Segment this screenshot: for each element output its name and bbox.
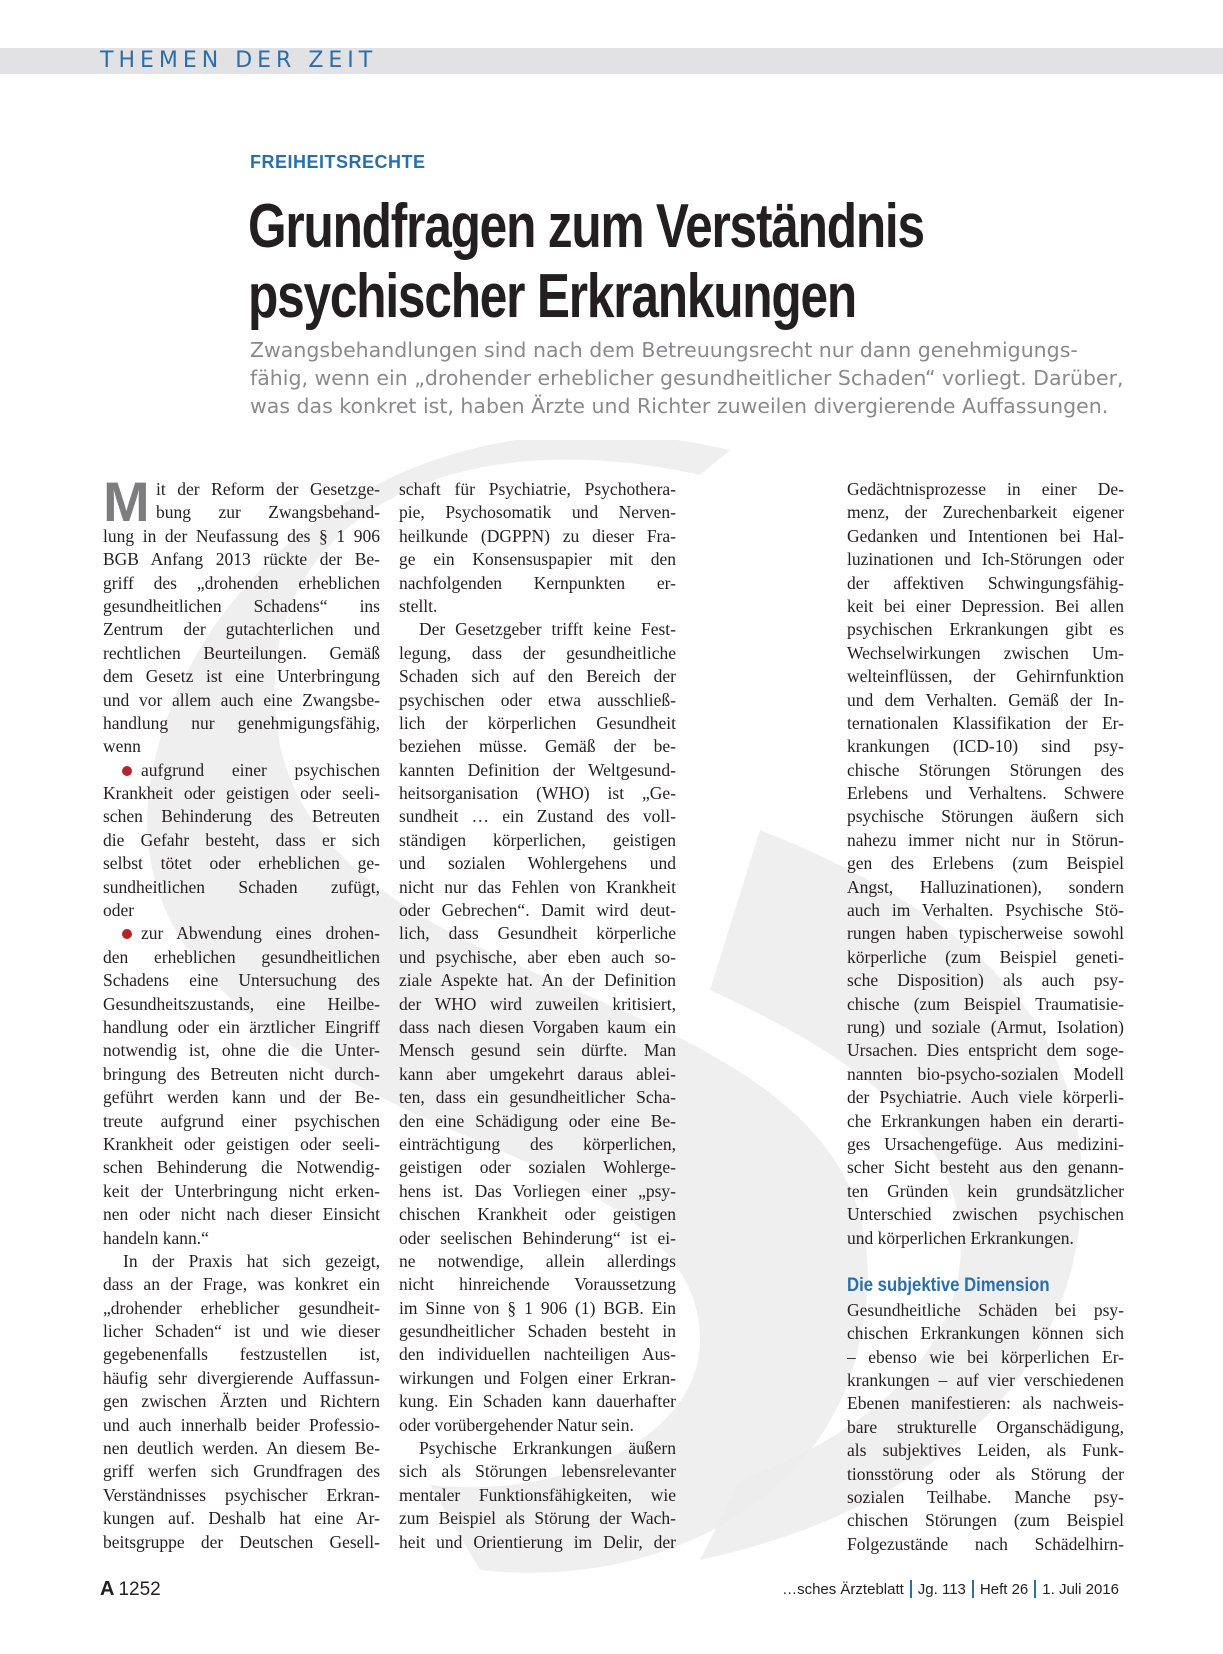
text-line: aufgrund einer psychischen bbox=[141, 759, 380, 780]
text-line: den erheblichen gesundheitlichen bbox=[103, 946, 380, 967]
text-line: oder Gebrechen“. Damit wird deut- bbox=[399, 900, 676, 921]
text-line: ne notwendige, allein allerdings bbox=[399, 1250, 676, 1271]
text-line: Gedächtnisprozesse in einer De- bbox=[847, 479, 1124, 499]
text-line: nen oder nicht nach dieser Einsicht bbox=[103, 1204, 380, 1225]
standfirst-line: was das konkret ist, haben Ärzte und Richter zuweilen divergierende Auffassungen. bbox=[250, 394, 1109, 418]
paragraph bbox=[847, 1299, 1124, 1556]
text-line: chische Störungen Störungen des bbox=[847, 759, 1124, 780]
text-line: Angst, Halluzinationen), sondern bbox=[847, 876, 1124, 897]
text-line: und dem Verhalten. Gemäß der In- bbox=[847, 689, 1124, 710]
text-line: nicht nur das Fehlen von Krankheit bbox=[399, 876, 676, 897]
article-standfirst bbox=[250, 336, 1150, 420]
text-line: rechtlichen Beurteilungen. Gemäß bbox=[103, 642, 380, 663]
text-line: Der Gesetzgeber trifft keine Fest- bbox=[419, 619, 676, 640]
text-line: gen zwischen Ärzten und Richtern bbox=[103, 1391, 380, 1412]
bullet-item bbox=[103, 922, 380, 945]
page-number-value: 1252 bbox=[118, 1579, 161, 1600]
text-line: geführt werden kann und der Be- bbox=[103, 1087, 380, 1108]
text-line: In der Praxis hat sich gezeigt, bbox=[123, 1250, 380, 1271]
text-line: den individuellen nachteiligen Aus- bbox=[399, 1344, 676, 1365]
text-line: Krankheit oder geistigen oder seeli- bbox=[103, 783, 380, 804]
text-line: scher Sicht besteht aus den genann- bbox=[847, 1157, 1124, 1178]
journal-footer bbox=[782, 1580, 1119, 1598]
bullet-item-continuation bbox=[103, 782, 380, 922]
text-line: kung. Ein Schaden kann dauerhafter bbox=[399, 1391, 676, 1412]
text-line: zum Beispiel als Störung der Wach- bbox=[399, 1508, 676, 1529]
headline-line: Grundfragen zum Verständnis bbox=[248, 192, 924, 261]
section-label: THEMEN DER ZEIT bbox=[100, 48, 378, 73]
bullet-item bbox=[103, 759, 380, 782]
text-line: wirkungen und Folgen einer Erkran- bbox=[399, 1367, 676, 1388]
article-kicker: FREIHEITSRECHTE bbox=[250, 152, 426, 172]
text-line: Gedanken und Intentionen bei Hal- bbox=[847, 525, 1124, 546]
text-line: psychische Störungen äußern sich bbox=[847, 806, 1124, 827]
text-line: Mensch gesund sein dürfte. Man bbox=[399, 1040, 676, 1061]
text-line: und körperlichen Erkrankungen. bbox=[847, 1227, 1074, 1248]
text-line: oder seelischen Behinderung“ ist ei- bbox=[399, 1227, 676, 1248]
text-line: psychischen oder etwa ausschließ- bbox=[399, 689, 676, 710]
journal-volume: Jg. 113 bbox=[917, 1581, 966, 1598]
text-line: der Psychiatrie. Auch viele körperli- bbox=[847, 1087, 1124, 1108]
text-line: chischen Erkrankungen können sich bbox=[847, 1323, 1124, 1344]
text-line: Gesundheitszustands, eine Heilbe- bbox=[103, 993, 380, 1014]
text-line: heit und Orientierung im Delir, der bbox=[399, 1531, 676, 1552]
text-line: Zentrum der gutachterlichen und bbox=[103, 619, 380, 640]
text-line: Krankheit oder geistigen oder seeli- bbox=[103, 1133, 380, 1154]
journal-issue: Heft 26 bbox=[979, 1581, 1029, 1598]
text-line: auch im Verhalten. Psychische Stö- bbox=[847, 900, 1124, 921]
text-line: kungen auf. Deshalb hat eine Ar- bbox=[103, 1508, 380, 1529]
text-line: Verständnisses psychischer Erkran- bbox=[103, 1484, 380, 1505]
text-line: Folgezustände nach Schädelhirn- bbox=[847, 1533, 1124, 1554]
text-line: sundheitlichen Schaden zufügt, bbox=[103, 876, 380, 897]
text-line: selbst tötet oder erheblichen ge- bbox=[103, 853, 380, 874]
text-line: heitsorganisation (WHO) ist „Ge- bbox=[399, 783, 676, 804]
text-line: und auch innerhalb beider Professio- bbox=[103, 1414, 380, 1435]
text-line: körperliche (zum Beispiel geneti- bbox=[847, 946, 1124, 967]
text-line: kann aber umgekehrt daraus ablei- bbox=[399, 1063, 676, 1084]
text-line: notwendig ist, ohne die die Unter- bbox=[103, 1040, 380, 1061]
text-line: rung) und soziale (Armut, Isolation) bbox=[847, 1016, 1124, 1037]
text-line: sche Disposition) als auch psy- bbox=[847, 970, 1124, 991]
headline-line: psychischer Erkrankungen bbox=[248, 262, 856, 331]
text-line: beziehen müsse. Gemäß der be- bbox=[399, 736, 676, 757]
text-line: geistigen oder sozialen Wohlerge- bbox=[399, 1157, 676, 1178]
text-line: pie, Psychosomatik und Nerven- bbox=[399, 502, 676, 523]
text-line: handlung nur genehmigungsfähig, bbox=[103, 712, 380, 733]
page-number bbox=[100, 1578, 161, 1601]
bullet-item-continuation bbox=[103, 946, 380, 1250]
text-line: schen Behinderung des Betreuten bbox=[103, 806, 380, 827]
text-line: schen Behinderung die Notwendig- bbox=[103, 1157, 380, 1178]
journal-name: …sches Ärzteblatt bbox=[782, 1581, 904, 1598]
text-line: chische (zum Beispiel Traumatisie- bbox=[847, 993, 1124, 1014]
footer-divider bbox=[972, 1580, 974, 1598]
text-line: oder bbox=[103, 900, 135, 921]
text-line: beitsgruppe der Deutschen Gesell- bbox=[103, 1531, 380, 1552]
text-line: und vor allem auch eine Zwangsbe- bbox=[103, 689, 380, 710]
text-line: Psychische Erkrankungen äußern bbox=[419, 1438, 676, 1459]
text-line: ges Ursachengefüge. Aus medizini- bbox=[847, 1133, 1124, 1154]
text-line: stellt. bbox=[399, 595, 438, 616]
text-line: bung zur Zwangsbehand- bbox=[156, 502, 380, 523]
text-line: handeln kann.“ bbox=[103, 1227, 209, 1248]
paragraph bbox=[103, 525, 380, 759]
text-line: Ebenen manifestieren: als nachweis- bbox=[847, 1393, 1124, 1414]
standfirst-line: Zwangsbehandlungen sind nach dem Betreuungsrecht nur dann genehmigungs- bbox=[250, 338, 1078, 362]
text-line: kannten Definition der Weltgesund- bbox=[399, 759, 676, 780]
article-headline bbox=[248, 192, 924, 332]
text-line: Schadens eine Untersuchung des bbox=[103, 970, 380, 991]
text-line: nannten bio-psycho-sozialen Modell bbox=[847, 1063, 1124, 1084]
text-line: den eine Schädigung oder eine Be- bbox=[399, 1110, 676, 1131]
text-line: griff werfen sich Grundfragen des bbox=[103, 1461, 380, 1482]
text-line: keit bei einer Depression. Bei allen bbox=[847, 595, 1124, 616]
text-line: ständigen körperlichen, geistigen bbox=[399, 829, 676, 850]
text-line: che Erkrankungen haben ein derarti- bbox=[847, 1110, 1124, 1131]
text-line: heilkunde (DGPPN) zu dieser Fra- bbox=[399, 525, 676, 546]
text-line: oder vorübergehender Natur sein. bbox=[399, 1414, 634, 1435]
text-line: bringung des Betreuten nicht durch- bbox=[103, 1063, 380, 1084]
text-line: rungen haben typischerweise sowohl bbox=[847, 923, 1124, 944]
text-line: menz, der Zurechenbarkeit eigener bbox=[847, 502, 1124, 523]
text-line: sich als Störungen lebensrelevanter bbox=[399, 1461, 676, 1482]
text-line: BGB Anfang 2013 rückte der Be- bbox=[103, 549, 380, 570]
text-line: chischen Störungen (zum Beispiel bbox=[847, 1510, 1124, 1531]
text-line: krankungen (ICD-10) sind psy- bbox=[847, 736, 1124, 757]
text-line: sozialen Teilhabe. Manche psy- bbox=[847, 1487, 1124, 1508]
text-line: psychischen Erkrankungen gibt es bbox=[847, 619, 1124, 640]
body-column-1 bbox=[103, 478, 380, 1554]
text-line: der affektiven Schwingungsfähig- bbox=[847, 572, 1124, 593]
text-line: einträchtigung des körperlichen, bbox=[399, 1133, 676, 1154]
paragraph bbox=[399, 618, 676, 1437]
text-line: dem Gesetz ist eine Unterbringung bbox=[103, 666, 380, 687]
text-line: ternationalen Klassifikation der Er- bbox=[847, 712, 1124, 733]
text-line: ge ein Konsensuspapier mit den bbox=[399, 549, 676, 570]
text-line: ten Gründen kein grundsätzlicher bbox=[847, 1180, 1124, 1201]
text-line: wenn bbox=[103, 736, 141, 757]
subheading: Die subjektive Dimension bbox=[847, 1274, 1050, 1296]
text-line: mentaler Funktionsfähigkeiten, wie bbox=[399, 1484, 676, 1505]
standfirst-line: fähig, wenn ein „drohender erheblicher gesundheitlicher Schaden“ vorliegt. Darüber, bbox=[250, 366, 1124, 390]
text-line: lung in der Neufassung des § 1 906 bbox=[103, 525, 380, 546]
text-line: gesundheitlichen Schadens“ ins bbox=[103, 595, 380, 616]
text-line: nahezu immer nicht nur in Störun- bbox=[847, 829, 1124, 850]
dropcap-paragraph-start bbox=[103, 478, 380, 525]
text-line: sundheit … ein Zustand des voll- bbox=[399, 806, 676, 827]
text-line: nachfolgenden Kernpunkten er- bbox=[399, 572, 676, 593]
paragraph bbox=[399, 478, 676, 618]
text-line: gen des Erlebens (zum Beispiel bbox=[847, 853, 1124, 874]
text-line: it der Reform der Gesetzge- bbox=[156, 479, 380, 499]
text-line: als subjektives Leiden, als Funk- bbox=[847, 1440, 1124, 1461]
text-line: im Sinne von § 1 906 (1) BGB. Ein bbox=[399, 1297, 676, 1318]
text-line: zur Abwendung eines drohen- bbox=[141, 923, 380, 944]
text-line: chischen Krankheit oder geistigen bbox=[399, 1204, 676, 1225]
journal-date: 1. Juli 2016 bbox=[1042, 1581, 1119, 1598]
text-line: Unterschied zwischen psychischen bbox=[847, 1204, 1124, 1225]
text-line: lich der körperlichen Gesundheit bbox=[399, 712, 676, 733]
text-line: welteinflüssen, der Gehirnfunktion bbox=[847, 666, 1124, 687]
paragraph bbox=[399, 1437, 676, 1554]
text-line: hens ist. Das Vorliegen einer „psy- bbox=[399, 1180, 676, 1201]
paragraph bbox=[103, 1250, 380, 1554]
text-line: Erlebens und Verhaltens. Schwere bbox=[847, 783, 1124, 804]
footer-divider bbox=[910, 1580, 912, 1598]
text-line: Ursachen. Dies entspricht dem soge- bbox=[847, 1040, 1124, 1061]
body-column-3 bbox=[847, 478, 1124, 1556]
text-line: lich, dass Gesundheit körperliche bbox=[399, 923, 676, 944]
text-line: häufig sehr divergierende Auffassun- bbox=[103, 1367, 380, 1388]
text-line: griff des „drohenden erheblichen bbox=[103, 572, 380, 593]
text-line: gesundheitlicher Schaden besteht in bbox=[399, 1321, 676, 1342]
body-column-2 bbox=[399, 478, 676, 1554]
text-line: schaft für Psychiatrie, Psychothera- bbox=[399, 479, 676, 499]
text-line: „drohender erheblicher gesundheit- bbox=[103, 1297, 380, 1318]
text-line: krankungen – auf vier verschiedenen bbox=[847, 1370, 1124, 1391]
paragraph bbox=[847, 478, 1124, 1250]
text-line: treute aufgrund einer psychischen bbox=[103, 1110, 380, 1131]
text-line: ten, dass ein gesundheitlicher Scha- bbox=[399, 1087, 676, 1108]
text-line: und psychische, aber eben auch so- bbox=[399, 946, 676, 967]
page-letter: A bbox=[100, 1578, 115, 1600]
text-line: nicht hinreichende Voraussetzung bbox=[399, 1274, 676, 1295]
text-line: nen deutlich werden. An diesem Be- bbox=[103, 1438, 380, 1459]
drop-cap: M bbox=[103, 480, 150, 524]
text-line: Wechselwirkungen zwischen Um- bbox=[847, 642, 1124, 663]
text-line: gegebenenfalls festzustellen ist, bbox=[103, 1344, 380, 1365]
text-line: und sozialen Wohlergehens und bbox=[399, 853, 676, 874]
text-line: tionsstörung oder als Störung der bbox=[847, 1463, 1124, 1484]
red-bullet-icon bbox=[122, 766, 132, 776]
text-line: dass nach diesen Vorgaben kaum ein bbox=[399, 1016, 676, 1037]
text-line: handlung oder ein ärztlicher Eingriff bbox=[103, 1016, 380, 1037]
text-line: luzinationen und Ich-Störungen oder bbox=[847, 549, 1124, 570]
text-line: die Gefahr besteht, dass er sich bbox=[103, 829, 380, 850]
text-line: legung, dass der gesundheitliche bbox=[399, 642, 676, 663]
text-line: dass an der Frage, was konkret ein bbox=[103, 1274, 380, 1295]
text-line: – ebenso wie bei körperlichen Er- bbox=[847, 1346, 1124, 1367]
text-line: licher Schaden“ ist und wie dieser bbox=[103, 1321, 380, 1342]
footer-divider bbox=[1034, 1580, 1036, 1598]
text-line: der WHO wird zuweilen kritisiert, bbox=[399, 993, 676, 1014]
text-line: Gesundheitliche Schäden bei psy- bbox=[847, 1299, 1124, 1320]
text-line: ziale Aspekte hat. An der Definition bbox=[399, 970, 676, 991]
text-line: Schaden sich auf den Bereich der bbox=[399, 666, 676, 687]
text-line: keit der Unterbringung nicht erken- bbox=[103, 1180, 380, 1201]
text-line: bare strukturelle Organschädigung, bbox=[847, 1416, 1124, 1437]
